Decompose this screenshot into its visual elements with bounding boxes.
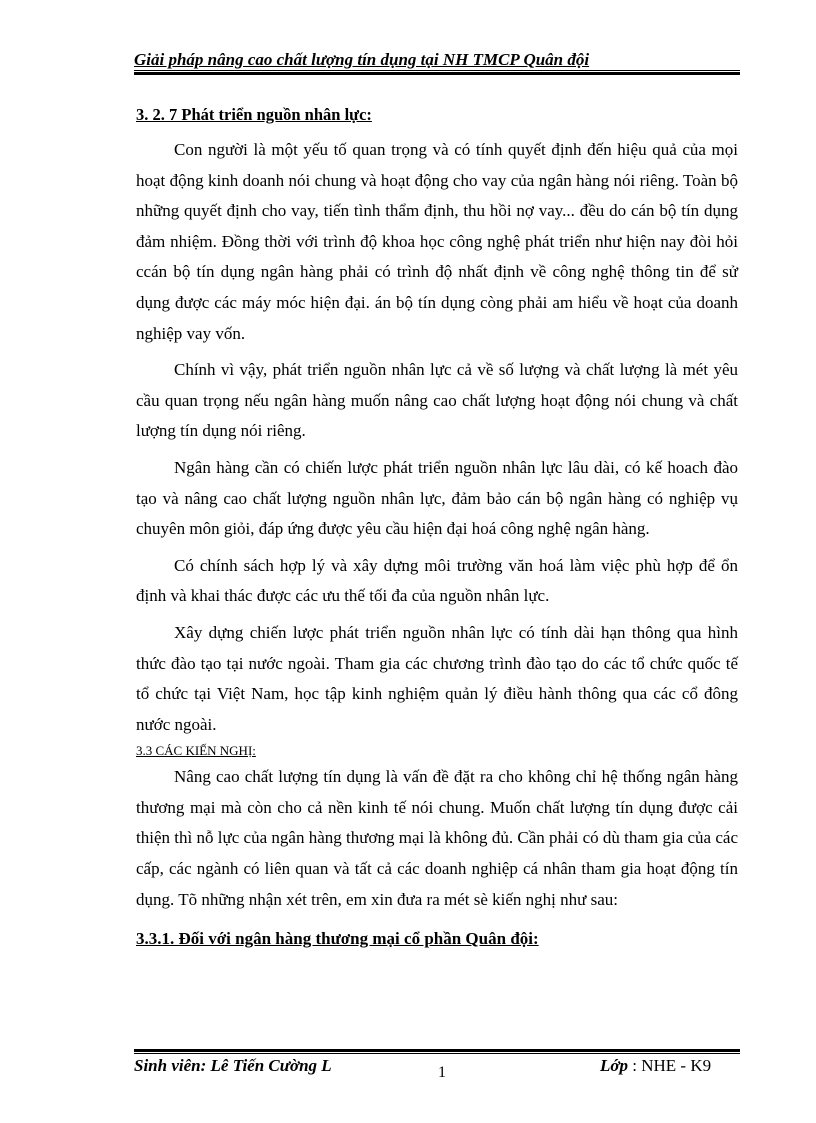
document-body [136,104,738,951]
section-heading-3-3-text: 3.3 CÁC KIẾN NGHỊ: [136,743,256,759]
paragraph-1: Con người là một yếu tố quan trọng và có tính quyết định đến hiệu quả của mọi hoạt động kinh doanh nói chung và hoạt động cho vay của ngân hàng nói riêng. Toàn bộ những quyết định cho vay, tiến tình thẩm định, thu hồi nợ vay... đều do cán bộ tín dụng đảm nhiệm. Đồng thời với trình độ khoa học công nghệ phát triển như hiện nay đòi hỏi ccán bộ tín dụng ngân hàng phải có trình độ nhất định về công nghệ thông tin để sử dụng được các máy móc hiện đại. án bộ tín dụng còng phải am hiểu về hoạt của doanh nghiệp vay vốn. [136,140,738,343]
footer-rule-thin [134,1053,740,1054]
header-rule-thick [134,72,740,75]
footer-class [600,1056,711,1076]
section-heading-3-2-7: 3. 2. 7 Phát triển nguồn nhân lực: [136,105,372,124]
header-title: Giải pháp nâng cao chất lượng tín dụng tại NH TMCP Quân đội [134,50,590,69]
header-rule-thin [134,70,740,71]
footer-class-label: Lớp [600,1056,629,1075]
paragraph-3: Ngân hàng cần có chiến lược phát triển nguồn nhân lực lâu dài, có kế hoach đào tạo và nâng cao chất lượng nguồn nhân lực, đảm bảo cán bộ ngân hàng có nghiệp vụ chuyên môn giỏi, đáp ứng được yêu cầu hiện đại hoá công nghệ ngân hàng. [136,457,738,539]
section-heading-3-3 [136,740,738,762]
paragraph-4: Có chính sách hợp lý và xây dựng môi trường văn hoá làm việc phù hợp để ổn định và khai thác được các ưu thế tối đa của nguồn nhân lực. [136,555,738,606]
subsection-heading-3-3-1: 3.3.1. Đối với ngân hàng thương mại cổ phần Quân đội: [136,929,539,949]
footer-rule-thick [134,1049,740,1052]
page-number: 1 [438,1064,446,1081]
paragraph-5: Xây dựng chiến lược phát triển nguồn nhân lực có tính dài hạn thông qua hình thức đào tạo tại nước ngoài. Tham gia các chương trình đào tạo do các tổ chức quốc tế tổ chức tại Việt Nam, học tập kinh nghiệm quản lý điều hành thông qua các cổ đông nước ngoài. [136,622,738,734]
paragraph-3-3: Nâng cao chất lượng tín dụng là vấn đề đặt ra cho không chỉ hệ thống ngân hàng thương mại mà còn cho cả nền kinh tế nói chung. Muốn chất lượng tín dụng được cải thiện thì nỗ lực của ngân hàng thương mại là không đủ. Cần phải có dù tham gia của các cấp, các ngành có liên quan và tất cả các doanh nghiệp cá nhân tham gia hoạt động tín dụng. Tõ những nhận xét trên, em xin đưa ra mét sè kiến nghị như sau: [136,767,738,909]
footer-student: Sinh viên: Lê Tiến Cường L [134,1056,332,1075]
paragraph-2: Chính vì vậy, phát triển nguồn nhân lực cả về số lượng và chất lượng là mét yêu cầu quan trọng nếu ngân hàng muốn nâng cao chất lượng hoạt động nói chung và chất lượng tín dụng nói riêng. [136,360,738,441]
footer-class-value: : NHE - K9 [628,1056,712,1075]
